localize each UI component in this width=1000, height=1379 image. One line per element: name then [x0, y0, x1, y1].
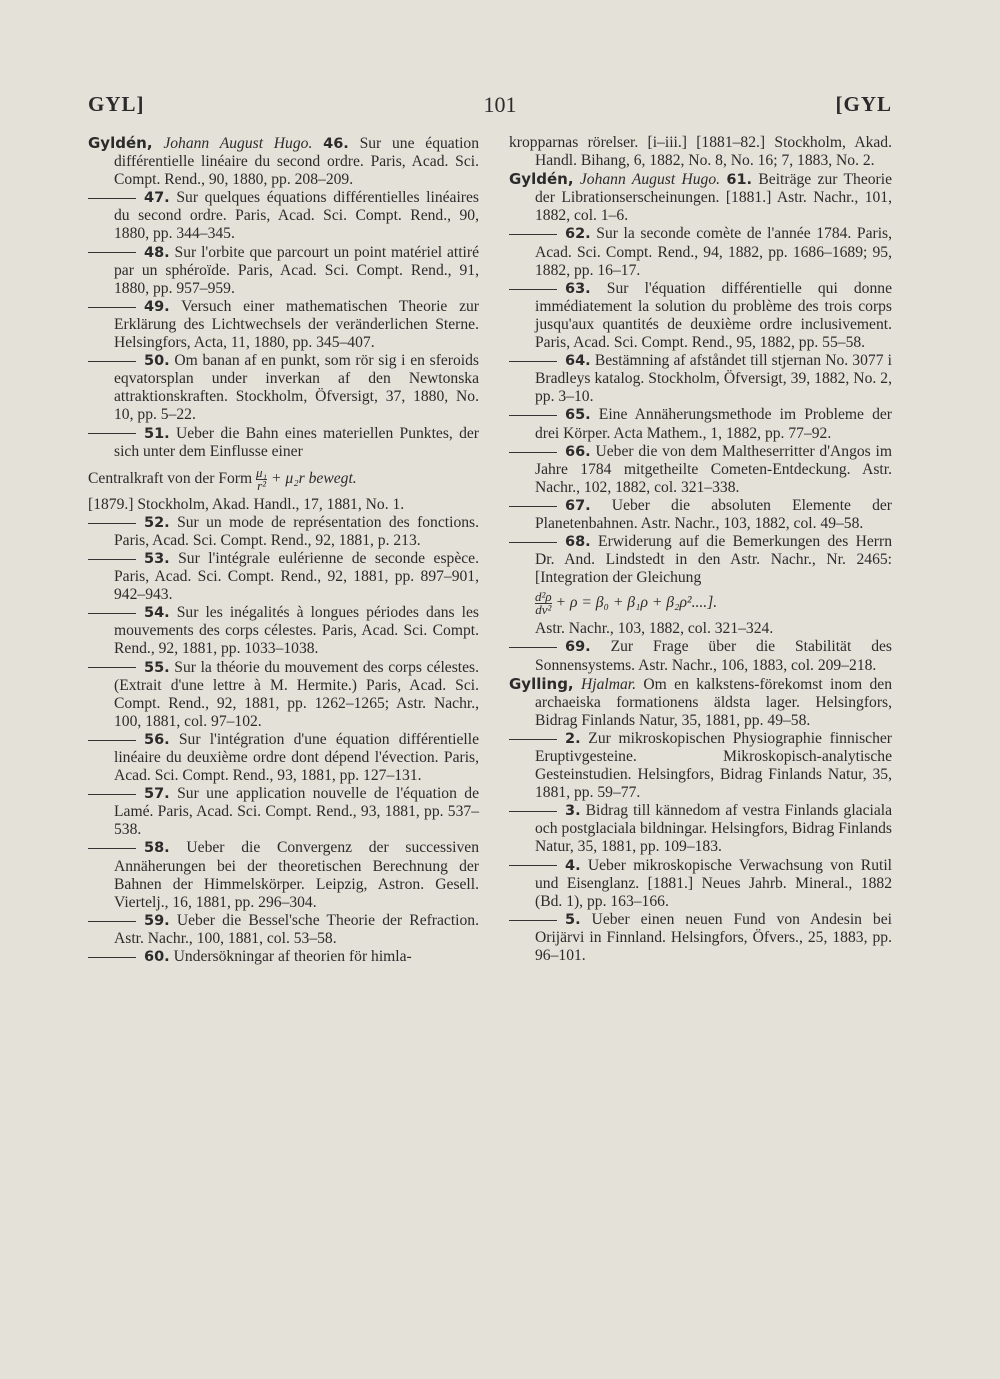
- ditto-dash: [88, 921, 136, 922]
- entry-text: Zur mikroskopischen Physiographie finnischer Eruptivgesteine. Mikroskopisch-analytische Gesteinstudien. Helsingfors, Bidrag Finlands Natur, 35, 1881, pp. 59–77.: [535, 729, 892, 802]
- entry-number: 51.: [144, 425, 170, 442]
- author-surname: Gylling,: [509, 674, 574, 693]
- entry-text: [1879.] Stockholm, Akad. Handl., 17, 1881, No. 1.: [88, 495, 405, 513]
- ditto-dash: [88, 523, 136, 524]
- bibliography-entry: [88, 912, 479, 948]
- entry-number: 64.: [565, 353, 591, 370]
- ditto-dash: [509, 415, 557, 416]
- ditto-dash: [88, 740, 136, 741]
- bibliography-entry: [88, 189, 479, 243]
- bibliography-entry: [88, 785, 479, 839]
- running-head-right: [GYL: [835, 92, 892, 116]
- bibliography-entry: [509, 638, 892, 674]
- ditto-dash: [88, 198, 136, 199]
- entry-text: Sur la théorie du mouvement des corps célestes. (Extrait d'une lettre à M. Hermite.) Paris, Acad. Sci. Compt. Rend., 92, 1881, pp. 1262–1265; Astr. Nachr., 100, 1881, col. 97–102.: [114, 658, 479, 730]
- bibliography-entry: [88, 134, 479, 189]
- entry-text: Sur l'orbite que parcourt un point matériel attiré par un sphéroïde. Paris, Acad. Sci. Compt. Rend., 91, 1880, pp. 957–959.: [114, 243, 479, 297]
- entry-number: 3.: [565, 803, 581, 820]
- entry-text: Ueber die Convergenz der successiven Annäherungen bei der theoretischen Berechnung der Bahnen der Himmelskörper. Leipzig, Astron. Gesell. Viertelj., 16, 1881, pp. 296–304.: [114, 839, 479, 911]
- entry-number: 52.: [144, 514, 170, 531]
- ditto-dash: [88, 252, 136, 253]
- ditto-dash: [509, 542, 557, 543]
- bibliography-entry: [509, 443, 892, 497]
- bibliography-entry: [88, 425, 479, 461]
- entry-number: 54.: [144, 605, 170, 622]
- bibliography-entry: [509, 675, 892, 730]
- entry-text: Sur un mode de représentation des fonctions. Paris, Acad. Sci. Compt. Rend., 92, 1881, p. 213.: [114, 513, 479, 549]
- formula-line: [88, 464, 479, 493]
- entry-text: Ueber die Bessel'sche Theorie der Refraction. Astr. Nachr., 100, 1881, col. 53–58.: [114, 911, 479, 947]
- ditto-dash: [88, 361, 136, 362]
- entry-number: 63.: [565, 280, 591, 297]
- entry-text: Sur une équation différentielle linéaire du second ordre. Paris, Acad. Sci. Compt. Rend., 90, 1880, pp. 208–209.: [114, 135, 479, 189]
- entry-text: Erwiderung auf die Bemerkungen des Herrn Dr. And. Lindstedt in den Astr. Nachr., Nr. 2465: [Integration der Gleichung: [535, 533, 892, 587]
- fraction-denominator: dv²: [535, 602, 552, 618]
- ditto-dash: [509, 234, 557, 235]
- entry-text: Sur l'intégration d'une équation différentielle linéaire du deuxième ordre dont dépend l'évection. Paris, Acad. Sci. Compt. Rend., 93, 1881, pp. 127–131.: [114, 730, 479, 785]
- ditto-dash: [88, 794, 136, 795]
- entry-text: Sur quelques équations différentielles linéaires du second ordre. Paris, Acad. Sci. Compt. Rend., 90, 1880, pp. 344–345.: [114, 189, 479, 243]
- entry-text: Zur Frage über die Stabilität des Sonnensystems. Astr. Nachr., 106, 1883, col. 209–218.: [535, 638, 892, 674]
- entry-number: 58.: [144, 840, 170, 857]
- entry-number: 2.: [565, 730, 581, 747]
- entry-number: 67.: [565, 497, 591, 514]
- running-head-left: GYL]: [88, 92, 145, 116]
- entry-number: 47.: [144, 190, 170, 207]
- ditto-dash: [509, 739, 557, 740]
- bibliography-entry: [509, 225, 892, 279]
- entry-text: Om banan af en punkt, som rör sig i en sferoids eqvatorsplan under inverkan af den Newtonska attraktionskraften. Stockholm, Öfversigt, 37, 1880, No. 10, pp. 5–22.: [114, 352, 479, 424]
- bibliography-entry: [509, 280, 892, 352]
- entry-number: 56.: [144, 731, 170, 748]
- page-number: 101: [483, 92, 517, 117]
- formula-fraction: [535, 591, 552, 616]
- entry-text: Ueber die von dem Maltheserritter d'Angos im Jahre 1784 mitgetheilte Cometen-Entdeckung. Astr. Nachr., 102, 1882, col. 321–338.: [535, 442, 892, 496]
- entry-number: 61.: [726, 172, 753, 189]
- ditto-dash: [509, 289, 557, 290]
- bibliography-entry: [88, 514, 479, 550]
- bibliography-entry: [509, 911, 892, 965]
- entry-number: 53.: [144, 550, 170, 567]
- fraction-denominator: r²: [257, 477, 267, 493]
- entry-number: 46.: [323, 136, 349, 152]
- formula-text-after: + ρ = β₀ + β₁ρ + β₂ρ²....].: [551, 594, 718, 612]
- entry-number: 59.: [144, 912, 170, 929]
- bibliography-entry: [88, 839, 479, 911]
- entry-text: Om en kalkstens-förekomst inom den archaeiska formationens äldsta lager. Helsingfors, Bidrag Finlands Natur, 35, 1881, pp. 49–58.: [535, 675, 892, 729]
- author-given-names: Johann August Hugo.: [163, 135, 313, 152]
- author-given-names: Hjalmar.: [581, 675, 637, 693]
- bibliography-entry: [509, 533, 892, 638]
- bibliography-entry: [509, 730, 892, 802]
- entry-text: Sur l'intégrale eulérienne de seconde espèce. Paris, Acad. Sci. Compt. Rend., 92, 1881, pp. 897–901, 942–943.: [114, 549, 479, 604]
- formula-line: [535, 591, 892, 616]
- bibliography-entry: [88, 298, 479, 352]
- right-column: [509, 134, 892, 965]
- ditto-dash: [88, 848, 136, 849]
- bibliography-entry: [509, 802, 892, 856]
- ditto-dash: [88, 613, 136, 614]
- entry-number: 60.: [144, 949, 170, 966]
- entry-text: Sur la seconde comète de l'année 1784. Paris, Acad. Sci. Compt. Rend., 94, 1882, pp. 1686–1689; 95, 1882, pp. 16–17.: [535, 225, 892, 279]
- formula-text-before: Centralkraft von der Form: [88, 469, 257, 487]
- entry-number: 4.: [565, 857, 581, 874]
- entry-text: Ueber einen neuen Fund von Andesin bei Orijärvi in Finnland. Helsingfors, Öfvers., 25, 1883, pp. 96–101.: [535, 910, 892, 965]
- entry-text: Bidrag till kännedom af vestra Finlands glaciala och postglaciala bildningar. Helsingfors, Bidrag Finlands Natur, 35, 1881, pp. 109–183.: [535, 802, 892, 856]
- ditto-dash: [509, 647, 557, 648]
- page-header: [0, 92, 1000, 122]
- entry-text: kropparnas rörelser. [i–iii.] [1881–82.] Stockholm, Akad. Handl. Bihang, 6, 1882, No. 8, No. 16; 7, 1883, No. 2.: [509, 134, 892, 170]
- ditto-dash: [88, 433, 136, 434]
- left-column: [88, 134, 479, 966]
- formula-text-after: + μ₂r bewegt.: [267, 469, 357, 487]
- fraction-numerator: d²ρ: [535, 589, 552, 605]
- ditto-dash: [509, 506, 557, 507]
- ditto-dash: [88, 667, 136, 668]
- bibliography-entry: [509, 170, 892, 225]
- entry-number: 65.: [565, 407, 591, 424]
- author-surname: Gyldén,: [88, 134, 153, 152]
- ditto-dash: [509, 811, 557, 812]
- entry-number: 49.: [144, 298, 170, 315]
- entry-text: Versuch einer mathematischen Theorie zur Erklärung des Lichtwechsels der veränderlichen Sterne. Helsingfors, Acta, 11, 1880, pp. 345–407.: [114, 297, 479, 352]
- entry-text: Ueber die absoluten Elemente der Planetenbahnen. Astr. Nachr., 103, 1882, col. 49–58.: [535, 496, 892, 532]
- bibliography-entry: [88, 464, 479, 514]
- entry-number: 57.: [144, 786, 170, 803]
- entry-number: 55.: [144, 659, 170, 676]
- fraction-numerator: μ₁: [256, 464, 268, 480]
- entry-text: Sur une application nouvelle de l'équation de Lamé. Paris, Acad. Sci. Compt. Rend., 93, 1881, pp. 537–538.: [114, 785, 479, 839]
- ditto-dash: [88, 559, 136, 560]
- bibliography-entry: [509, 134, 892, 170]
- entry-text: Sur l'équation différentielle qui donne immédiatement la solution du problème des trois corps jusqu'aux quantités de deuxième ordre inclusivement. Paris, Acad. Sci. Compt. Rend., 95, 1882, pp. 55–58.: [535, 279, 892, 352]
- ditto-dash: [509, 865, 557, 866]
- bibliography-entry: [88, 604, 479, 658]
- bibliography-entry: [88, 659, 479, 731]
- bibliography-entry: [509, 497, 892, 533]
- entry-number: 68.: [565, 534, 591, 551]
- entry-text: Astr. Nachr., 103, 1882, col. 321–324.: [535, 620, 774, 638]
- ditto-dash: [509, 361, 557, 362]
- bibliography-entry: [509, 857, 892, 911]
- ditto-dash: [509, 452, 557, 453]
- ditto-dash: [88, 957, 136, 958]
- bibliography-entry: [88, 550, 479, 604]
- entry-number: 69.: [565, 639, 591, 656]
- entry-number: 66.: [565, 443, 591, 460]
- bibliography-entry: [88, 244, 479, 298]
- entry-number: 62.: [565, 226, 591, 243]
- entry-text: Ueber die Bahn eines materiellen Punktes, der sich unter dem Einflusse einer: [114, 424, 479, 460]
- bibliography-entry: [88, 352, 479, 424]
- entry-text: Ueber mikroskopische Verwachsung von Rutil und Eisenglanz. [1881.] Neues Jahrb. Mineral., 1882 (Bd. 1), pp. 163–166.: [535, 856, 892, 910]
- bibliography-entry: [88, 731, 479, 785]
- bibliography-entry: [509, 352, 892, 406]
- author-surname: Gyldén,: [509, 170, 574, 189]
- entry-text: Eine Annäherungsmethode im Probleme der drei Körper. Acta Mathem., 1, 1882, pp. 77–92.: [535, 406, 892, 442]
- entry-text: Beiträge zur Theorie der Librationserscheinungen. [1881.] Astr. Nachr., 101, 1882, col. 1–6.: [535, 171, 892, 225]
- bibliography-entry: [88, 948, 479, 966]
- entry-text: Undersökningar af theorien för himla-: [169, 948, 412, 966]
- entry-number: 50.: [144, 353, 170, 370]
- author-given-names: Johann August Hugo.: [579, 171, 721, 189]
- entry-text: Sur les inégalités à longues périodes dans les mouvements des corps célestes. Paris, Acad. Sci. Compt. Rend., 92, 1881, pp. 1033–1038.: [114, 604, 479, 658]
- ditto-dash: [88, 307, 136, 308]
- ditto-dash: [509, 920, 557, 921]
- entry-number: 5.: [565, 911, 581, 928]
- entry-text: Bestämning af afståndet till stjernan No. 3077 i Bradleys katalog. Stockholm, Öfversigt, 39, 1882, No. 2, pp. 3–10.: [535, 352, 892, 406]
- bibliography-entry: [509, 406, 892, 442]
- formula-fraction: [256, 464, 268, 493]
- entry-number: 48.: [144, 244, 170, 261]
